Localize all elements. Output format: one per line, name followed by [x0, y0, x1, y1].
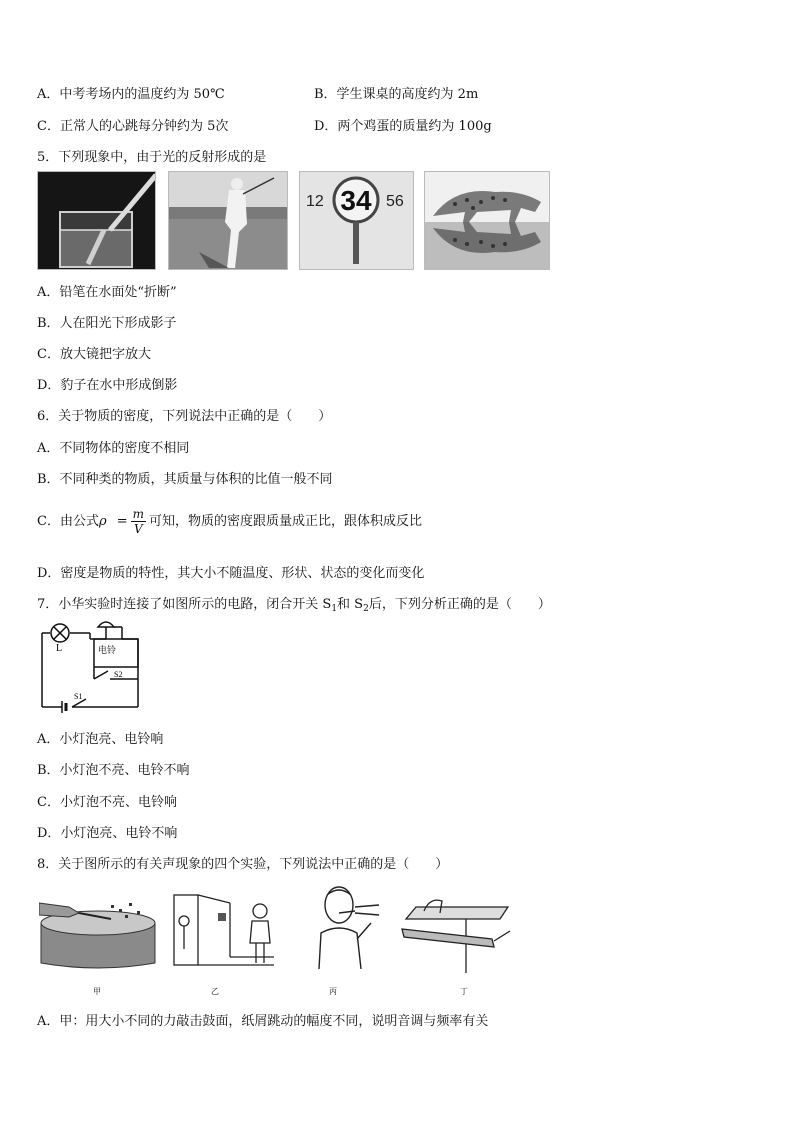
s2-subscript: 2	[363, 604, 369, 614]
magnifier-image	[299, 171, 414, 270]
q8-option-a: A．甲：用大小不同的力敲击鼓面，纸屑跳动的幅度不同，说明音调与频率有关	[37, 1014, 489, 1029]
ruler-experiment-image	[396, 893, 512, 973]
mass-over-volume-fraction	[131, 507, 146, 536]
lamp-label: L	[56, 643, 63, 654]
tuning-fork-experiment-image	[309, 883, 385, 969]
golfer-shadow-image	[168, 171, 288, 270]
circuit-diagram	[36, 619, 146, 719]
q6-option-a: A．不同物体的密度不相同	[37, 441, 190, 456]
q5-option-d: D．豹子在水中形成倒影	[37, 378, 178, 393]
q4-option-c: C．正常人的心跳每分钟约为 5次	[37, 119, 229, 134]
drum-experiment-image	[39, 893, 157, 969]
leopard-reflection-image	[424, 171, 550, 270]
q5-option-a: A．铅笔在水面处“折断”	[37, 285, 177, 300]
density-symbol: ρ	[98, 514, 107, 529]
q6-option-b: B．不同种类的物质，其质量与体积的比值一般不同	[37, 472, 333, 487]
q7-option-b: B．小灯泡不亮、电铃不响	[37, 763, 190, 778]
s2-label: S2	[114, 670, 123, 679]
fraction-denominator: V	[134, 522, 143, 536]
q6-option-c-prefix: C．由公式	[37, 514, 99, 529]
caption-bing: 丙	[329, 987, 337, 996]
magnifier-mid-digits: 34	[340, 185, 372, 216]
s1-label: S1	[74, 692, 83, 701]
q6-option-c-suffix: 可知，物质的密度跟质量成正比，跟体积成反比	[149, 514, 423, 529]
magnifier-right-digits: 56	[386, 193, 404, 210]
q7-stem	[37, 593, 551, 614]
q6-option-c	[37, 507, 422, 536]
pencil-in-water-image	[37, 171, 156, 270]
q7-stem-part2: 和 S	[337, 597, 364, 612]
caption-jia: 甲	[93, 987, 101, 996]
q5-option-c: C．放大镜把字放大	[37, 347, 151, 362]
q5-option-b: B．人在阳光下形成影子	[37, 316, 177, 331]
magnifier-left-digits: 12	[306, 193, 324, 210]
q4-option-b: B．学生课桌的高度约为 2m	[314, 87, 479, 102]
fraction-numerator: m	[132, 507, 145, 521]
q5-stem: 5．下列现象中，由于光的反射形成的是	[37, 150, 267, 165]
q6-option-d: D．密度是物质的特性，其大小不随温度、形状、状态的变化而变化	[37, 566, 425, 581]
q4-option-a: A．中考考场内的温度约为 50℃	[37, 87, 225, 102]
caption-ding: 丁	[460, 987, 468, 996]
q7-stem-part3: 后，下列分析正确的是（ ）	[368, 597, 551, 612]
caption-yi: 乙	[211, 987, 219, 996]
q7-option-d: D．小灯泡亮、电铃不响	[37, 826, 178, 841]
q6-stem: 6．关于物质的密度，下列说法中正确的是（ ）	[37, 409, 332, 424]
q7-option-c: C．小灯泡不亮、电铃响	[37, 795, 177, 810]
equals-sign: =	[116, 514, 128, 529]
wall-sound-experiment-image	[170, 893, 278, 969]
q7-option-a: A．小灯泡亮、电铃响	[37, 732, 164, 747]
bell-label: 电铃	[98, 646, 117, 656]
s1-subscript: 1	[331, 604, 338, 614]
q8-stem: 8．关于图所示的有关声现象的四个实验，下列说法中正确的是（ ）	[37, 857, 449, 872]
q7-stem-part1: 7．小华实验时连接了如图所示的电路，闭合开关 S	[37, 597, 332, 612]
q4-option-d: D．两个鸡蛋的质量约为 100g	[314, 119, 492, 134]
